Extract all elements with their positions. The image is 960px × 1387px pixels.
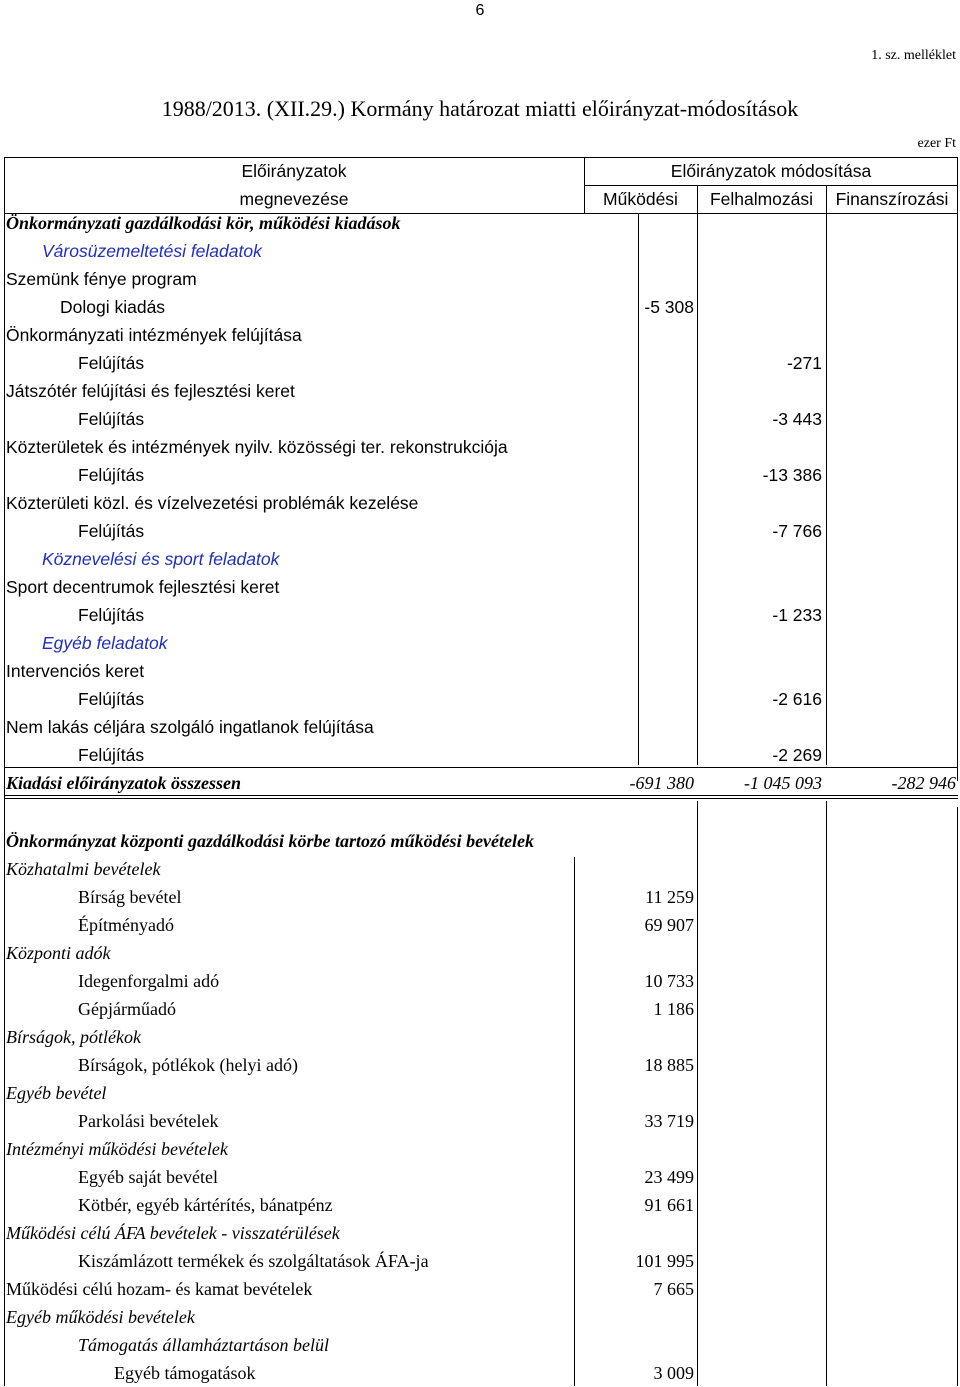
revenues-row-label: Működési célú ÁFA bevételek - visszatérülések (6, 1223, 340, 1243)
revenues-row-label: Egyéb saját bevétel (78, 1167, 218, 1187)
expenses-row-label: Felújítás (78, 353, 145, 373)
expenses-row-label: Városüzemeltetési feladatok (42, 241, 262, 261)
header-felhalmozasi: Felhalmozási (709, 189, 814, 209)
col-rule-2 (697, 213, 698, 765)
revenues-row-label: Gépjárműadó (78, 999, 176, 1019)
revenues-row-label: Bírságok, pótlékok (helyi adó) (78, 1055, 298, 1075)
expenses-row-label: Közterületi közl. és vízelvezetési problémák kezelése (6, 493, 419, 513)
revenues-row-label: Bírság bevétel (78, 887, 182, 907)
expenses-row-label: Nem lakás céljára szolgáló ingatlanok felújítása (6, 717, 374, 737)
expenses-row-label: Felújítás (78, 409, 145, 429)
revenues-row-mukodesi: 91 661 (644, 1195, 694, 1215)
revenues-row-label: Közhatalmi bevételek (6, 859, 161, 879)
revenues-row-label: Építményadó (78, 915, 174, 935)
revenues-row-label: Kötbér, egyéb kártérítés, bánatpénz (78, 1195, 333, 1215)
table-right-rule (957, 157, 958, 781)
revenues-row-label: Intézményi működési bevételek (6, 1139, 228, 1159)
expenses-row-felhalmozasi: -2 269 (772, 745, 822, 765)
unit-label: ezer Ft (917, 136, 956, 151)
header-finanszirozasi: Finanszírozási (835, 189, 949, 209)
col-rule-rev-2 (697, 801, 698, 1386)
expenses-total-label: Kiadási előirányzatok összessen (6, 773, 242, 793)
revenues-row-mukodesi: 23 499 (644, 1167, 694, 1187)
expenses-row-felhalmozasi: -3 443 (772, 409, 822, 429)
expenses-row-felhalmozasi: -7 766 (772, 521, 822, 541)
expenses-row-felhalmozasi: -271 (786, 353, 822, 373)
revenues-row-label: Bírságok, pótlékok (6, 1027, 141, 1047)
revenues-row-mukodesi: 3 009 (653, 1363, 694, 1383)
revenues-row-mukodesi: 11 259 (645, 887, 694, 907)
header-name-line2: megnevezése (239, 189, 349, 209)
expenses-total-finanszirozasi: -282 946 (891, 773, 956, 793)
expenses-row-label: Köznevelési és sport feladatok (42, 549, 280, 569)
revenues-row-label: Támogatás államháztartáson belül (78, 1335, 330, 1355)
expenses-row-felhalmozasi: -1 233 (772, 605, 822, 625)
revenues-row-mukodesi: 7 665 (653, 1279, 694, 1299)
revenues-row-label: Központi adók (6, 943, 111, 963)
expenses-row-label: Egyéb feladatok (42, 633, 168, 653)
revenues-row-label: Egyéb bevétel (6, 1083, 107, 1103)
budget-table (4, 157, 958, 1386)
expenses-row-label: Játszótér felújítási és fejlesztési keret (6, 381, 295, 401)
expenses-total-felhalmozasi: -1 045 093 (744, 773, 822, 793)
revenues-row-label: Egyéb működési bevételek (6, 1307, 195, 1327)
annex-label: 1. sz. melléklet (871, 48, 956, 63)
expenses-row-label: Önkormányzati intézmények felújítása (6, 325, 302, 345)
expenses-row-label: Önkormányzati gazdálkodási kör, működési kiadások (6, 213, 401, 233)
table-right-rule-lower (957, 807, 958, 1386)
col-rule-3 (826, 213, 827, 765)
revenues-row-mukodesi: 18 885 (644, 1055, 694, 1075)
expenses-row-label: Sport decentrumok fejlesztési keret (6, 577, 280, 597)
header-mukodesi: Működési (603, 189, 678, 209)
expenses-total-mukodesi: -691 380 (629, 773, 694, 793)
expenses-row-label: Intervenciós keret (6, 661, 145, 681)
expenses-row-mukodesi: -5 308 (644, 297, 694, 317)
revenues-row-mukodesi: 10 733 (644, 971, 694, 991)
expenses-row-label: Közterületek és intézmények nyilv. közösségi ter. rekonstrukciója (6, 437, 508, 457)
header-group: Előirányzatok módosítása (670, 161, 872, 181)
expenses-row-felhalmozasi: -2 616 (772, 689, 822, 709)
col-rule-rev-3 (826, 801, 827, 1386)
revenues-row-label: Kiszámlázott termékek és szolgáltatások ÁFA-ja (78, 1251, 429, 1271)
expenses-row-label: Felújítás (78, 605, 145, 625)
table-left-rule (4, 157, 5, 1386)
revenues-row-mukodesi: 69 907 (644, 915, 694, 935)
revenues-row-label: Parkolási bevételek (78, 1111, 219, 1131)
expenses-row-label: Dologi kiadás (60, 297, 166, 317)
expenses-row-label: Felújítás (78, 521, 145, 541)
expenses-row-label: Felújítás (78, 689, 145, 709)
expenses-row-label: Felújítás (78, 745, 145, 765)
expenses-row-felhalmozasi: -13 386 (762, 465, 822, 485)
revenues-row-label: Idegenforgalmi adó (78, 971, 220, 991)
page-title: 1988/2013. (XII.29.) Kormány határozat miatti előirányzat-módosítások (161, 96, 799, 121)
revenues-row-mukodesi: 33 719 (644, 1111, 694, 1131)
revenues-row-mukodesi: 1 186 (653, 999, 694, 1019)
header-name-line1: Előirányzatok (241, 161, 347, 181)
revenues-row-label: Egyéb támogatások (114, 1363, 256, 1383)
revenues-row-mukodesi: 101 995 (635, 1251, 694, 1271)
revenues-row-label: Működési célú hozam- és kamat bevételek (6, 1279, 313, 1299)
revenues-row-label: Önkormányzat központi gazdálkodási körbe tartozó működési bevételek (6, 831, 535, 851)
page-number: 6 (475, 2, 485, 19)
expenses-row-label: Felújítás (78, 465, 145, 485)
expenses-row-label: Szemünk fénye program (6, 269, 197, 289)
